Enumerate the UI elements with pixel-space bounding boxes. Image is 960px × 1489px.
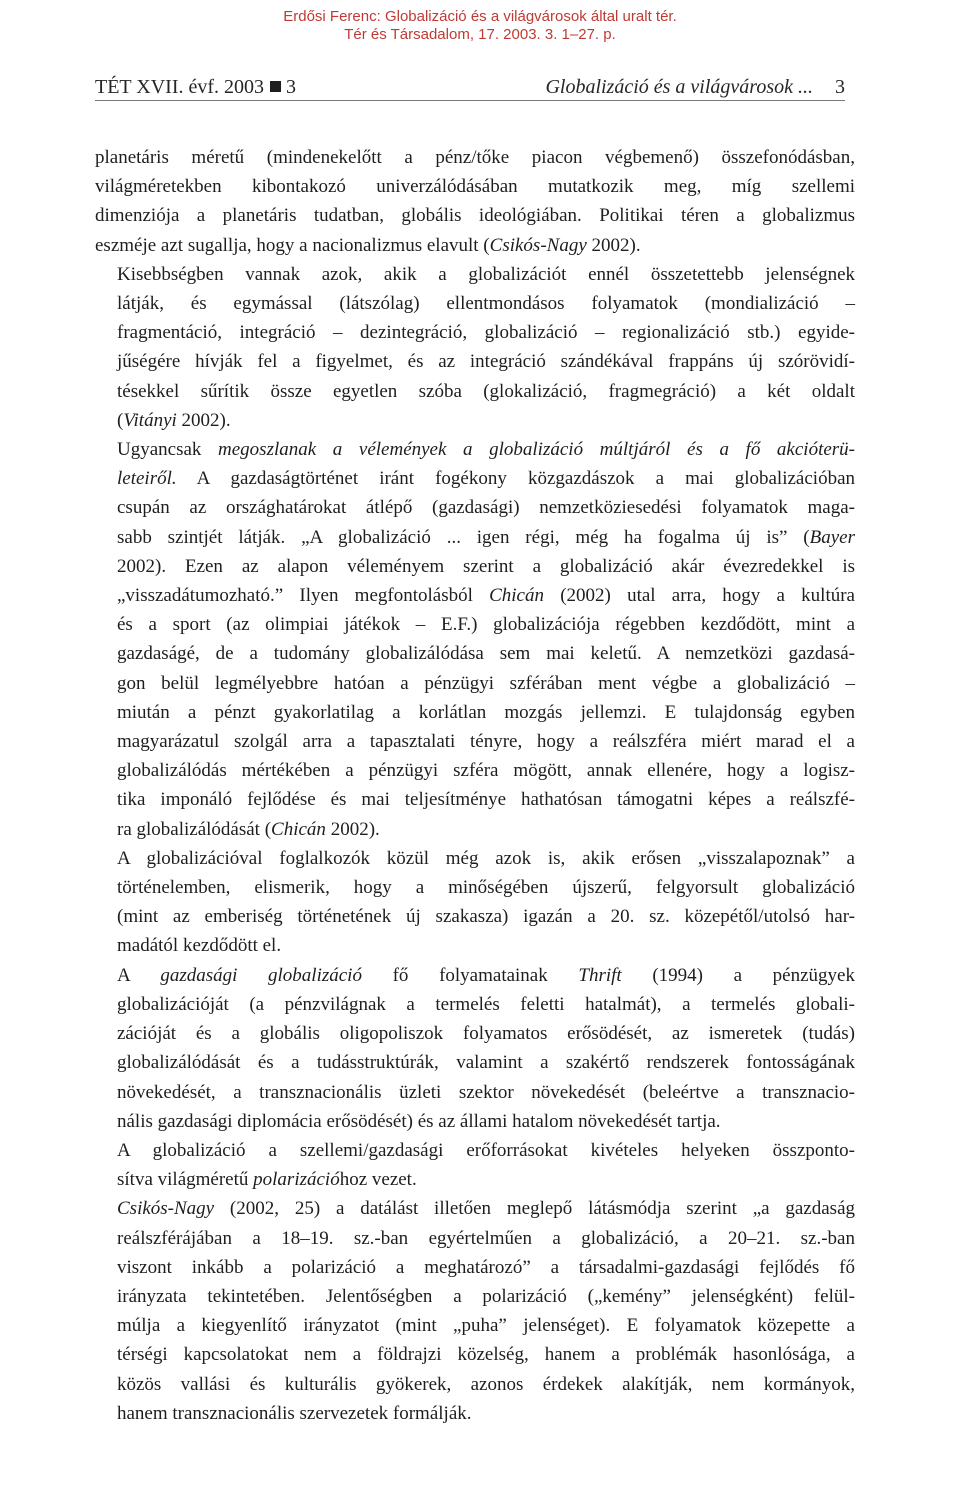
- italic-text: Csikós-Nagy: [117, 1198, 215, 1220]
- citation-line-2: Tér és Társadalom, 17. 2003. 3. 1–27. p.: [344, 26, 616, 43]
- text-segment: globalizációját (a pénzvilágnak a termelés feletti hatalmát), a termelés globali-: [117, 993, 855, 1015]
- text-line: [95, 961, 855, 990]
- text-segment: 2002). Ezen az alapon véleményem szerint a globalizáció akár évezredekkel is: [117, 555, 855, 577]
- running-title-block: [545, 76, 845, 98]
- text-segment: hanem transznacionális szervezetek formálják.: [117, 1402, 472, 1424]
- text-line: [95, 1399, 855, 1428]
- text-segment: (2002) utal arra, hogy a kultúra: [543, 585, 855, 607]
- text-segment: fragmentáció, integráció – dezintegráció, globalizáció – regionalizáció stb.) egyide-: [117, 322, 855, 344]
- journal-info: [95, 76, 296, 98]
- italic-text: Csikós-Nagy: [489, 234, 587, 256]
- citation-header: [0, 8, 960, 44]
- italic-text: Vitányi: [123, 409, 177, 431]
- paragraph: [95, 1194, 855, 1428]
- text-line: [95, 785, 855, 814]
- text-segment: (1994) a pénzügyek: [621, 964, 855, 986]
- paragraph: [95, 143, 855, 260]
- text-segment: múlja a kiegyenlítő irányzatot (mint „puha” jelenséget). E folyamatok közepette a: [117, 1315, 855, 1337]
- page-number: 3: [835, 76, 845, 98]
- text-segment: 2002).: [176, 409, 231, 431]
- text-line: [95, 143, 855, 172]
- text-line: [95, 698, 855, 727]
- text-segment: zációját és a globális oligopoliszok folyamatos erősödését, az ismeretek (tudás): [117, 1023, 855, 1045]
- paragraph: [95, 961, 855, 1136]
- text-line: [95, 201, 855, 230]
- text-segment: gon belül legmélyebbre hatóan a pénzügyi szférában ment végbe a globalizáció –: [117, 672, 855, 694]
- text-segment: globalizálódását és a tudásstruktúrák, valamint a szakértő rendszerek fontosságának: [117, 1052, 855, 1074]
- text-segment: (mint az emberiség történetének új szakasza) igazán a 20. sz. közepétől/utolsó har-: [117, 906, 855, 928]
- text-segment: miután a pénzt gyakorlatilag a korlátlan mozgás jellemzi. E tulajdonság egyben: [117, 701, 855, 723]
- text-segment: csupán az országhatárokat átlépő (gazdasági) nemzetköziesedési folyamatok maga-: [117, 497, 855, 519]
- text-line: [95, 493, 855, 522]
- text-segment: irányzata tekintetében. Jelentőségben a polarizáció („kemény” jelenségként) felül-: [117, 1285, 855, 1307]
- text-line: [95, 990, 855, 1019]
- text-line: [95, 406, 855, 435]
- text-segment: sabb szintjét látják. „A globalizáció ... igen régi, még ha fogalma új is” (: [117, 526, 810, 548]
- text-line: [95, 1107, 855, 1136]
- text-line: [95, 1224, 855, 1253]
- text-segment: látják, és egymással (látszólag) ellentmondásos folyamatok (mondializáció –: [117, 293, 855, 315]
- text-line: [95, 1282, 855, 1311]
- text-line: [95, 1194, 855, 1223]
- text-segment: magyarázatul szolgál arra a tapasztalati tényre, hogy a reálszféra miért marad el a: [117, 731, 855, 753]
- text-line: [95, 639, 855, 668]
- text-segment: eszméje azt sugallja, hogy a nacionalizmus elavult (: [95, 234, 490, 256]
- text-line: [95, 844, 855, 873]
- text-line: [95, 464, 855, 493]
- text-line: [95, 610, 855, 639]
- text-segment: történelemben, elismerik, hogy a minőségében újszerű, felgyorsult globalizáció: [117, 877, 855, 899]
- text-segment: növekedését, a transznacionális üzleti szektor növekedését (beleértve a transznacio-: [117, 1081, 855, 1103]
- paragraph: [95, 1136, 855, 1194]
- text-segment: A globalizáció a szellemi/gazdasági erőforrásokat kivételes helyeken összponto-: [117, 1139, 855, 1161]
- text-segment: Ugyancsak: [117, 439, 219, 461]
- text-segment: 2002).: [325, 818, 380, 840]
- text-segment: viszont inkább a polarizáció a meghatározó” a társadalmi-gazdasági fejlődés fő: [117, 1256, 855, 1278]
- text-line: [95, 1311, 855, 1340]
- citation-line-1: Erdősi Ferenc: Globalizáció és a világvárosok által uralt tér.: [283, 8, 677, 25]
- text-segment: madától kezdődött el.: [117, 935, 282, 957]
- body-text: [95, 143, 855, 1428]
- text-line: [95, 1340, 855, 1369]
- italic-text: polarizáció: [253, 1169, 340, 1191]
- text-line: [95, 756, 855, 785]
- issue-number: 3: [286, 76, 297, 98]
- black-square-icon: [270, 81, 281, 92]
- text-segment: Kisebbségben vannak azok, akik a globalizációt ennél összetettebb jelenségnek: [117, 263, 855, 285]
- text-line: [95, 347, 855, 376]
- text-segment: nális gazdasági diplomácia erősödését) és az állami hatalom növekedését tartja.: [117, 1110, 721, 1132]
- journal-volume: TÉT XVII. évf. 2003: [95, 76, 265, 98]
- text-line: [95, 1253, 855, 1282]
- text-segment: hoz vezet.: [339, 1169, 417, 1191]
- text-segment: 2002).: [586, 234, 641, 256]
- text-line: [95, 1019, 855, 1048]
- text-line: [95, 1078, 855, 1107]
- text-line: [95, 815, 855, 844]
- text-segment: A: [117, 964, 161, 986]
- text-segment: planetáris méretű (mindenekelőtt a pénz/tőke piacon végbemenő) összefonódásban,: [95, 147, 855, 168]
- italic-text: megoszlanak a vélemények a globalizáció múltjáról és a fő akcióterü-: [218, 439, 856, 461]
- text-segment: ra globalizálódását (: [117, 818, 272, 840]
- text-line: [95, 172, 855, 201]
- text-line: [95, 727, 855, 756]
- italic-text: Thrift: [578, 964, 622, 986]
- italic-text: Chicán: [489, 585, 544, 607]
- text-segment: „visszadátumozható.” Ilyen megfontolásból: [117, 585, 490, 607]
- text-line: [95, 523, 855, 552]
- text-segment: fő folyamatainak: [361, 964, 579, 986]
- text-segment: globalizálódás mértékében a pénzügyi szféra mögött, annak ellenére, hogy a logisz-: [117, 760, 855, 782]
- italic-text: gazdasági globalizáció: [160, 964, 362, 986]
- text-segment: (: [117, 409, 124, 431]
- text-segment: jűségére hívják fel a figyelmet, és az integráció szándékával frappáns új szórövidí-: [117, 351, 855, 373]
- text-line: [95, 318, 855, 347]
- text-segment: tika imponáló fejlődése és mai teljesítménye hathatósan támogatni képes a reálszfé-: [117, 789, 855, 811]
- text-line: [95, 1048, 855, 1077]
- text-line: [95, 260, 855, 289]
- text-line: [95, 931, 855, 960]
- text-segment: A globalizációval foglalkozók közül még azok is, akik erősen „visszalapoznak” a: [117, 847, 855, 869]
- text-line: [95, 1165, 855, 1194]
- text-line: [95, 552, 855, 581]
- running-head: [95, 76, 845, 101]
- paragraph: [95, 435, 855, 844]
- italic-text: Chicán: [271, 818, 326, 840]
- text-line: [95, 902, 855, 931]
- text-segment: tésekkel sűrítik össze egyetlen szóba (glokalizáció, fragmegráció) a két oldalt: [117, 380, 855, 402]
- text-line: [95, 1370, 855, 1399]
- text-segment: világméretekben kibontakozó univerzálódásában mutatkozik meg, míg szellemi: [95, 176, 855, 198]
- text-line: [95, 581, 855, 610]
- text-segment: közös vallási és kulturális gyökerek, azonos érdekek alakítják, nem kormányok,: [117, 1373, 855, 1395]
- text-segment: reálszférájában a 18–19. sz.-ban egyértelműen a globalizáció, a 20–21. sz.-ban: [117, 1227, 855, 1249]
- text-segment: A gazdaságtörténet iránt fogékony közgazdászok a mai globalizációban: [176, 468, 855, 490]
- text-line: [95, 289, 855, 318]
- running-title: Globalizáció és a világvárosok ...: [545, 76, 813, 98]
- paragraph: [95, 844, 855, 961]
- text-segment: dimenziója a planetáris tudatban, globális ideológiában. Politikai téren a globalizmus: [95, 205, 855, 227]
- text-line: [95, 873, 855, 902]
- text-line: [95, 1136, 855, 1165]
- text-segment: sítva világméretű: [117, 1169, 254, 1191]
- text-segment: térségi kapcsolatokat nem a földrajzi közelség, hanem a problémák hasonlósága, a: [117, 1344, 855, 1366]
- text-line: [95, 435, 855, 464]
- text-line: [95, 377, 855, 406]
- italic-text: leteiről.: [117, 468, 177, 490]
- text-segment: (2002, 25) a datálást illetően meglepő látásmódja szerint „a gazdaság: [214, 1198, 855, 1220]
- text-line: [95, 669, 855, 698]
- italic-text: Bayer: [809, 526, 855, 548]
- paragraph: [95, 260, 855, 435]
- text-segment: gazdaságé, de a tudomány globalizálódása sem mai keletű. A nemzetközi gazdasá-: [117, 643, 855, 665]
- text-segment: és a sport (az olimpiai játékok – E.F.) globalizációja régebben kezdődött, mint a: [117, 614, 855, 636]
- text-line: [95, 231, 855, 260]
